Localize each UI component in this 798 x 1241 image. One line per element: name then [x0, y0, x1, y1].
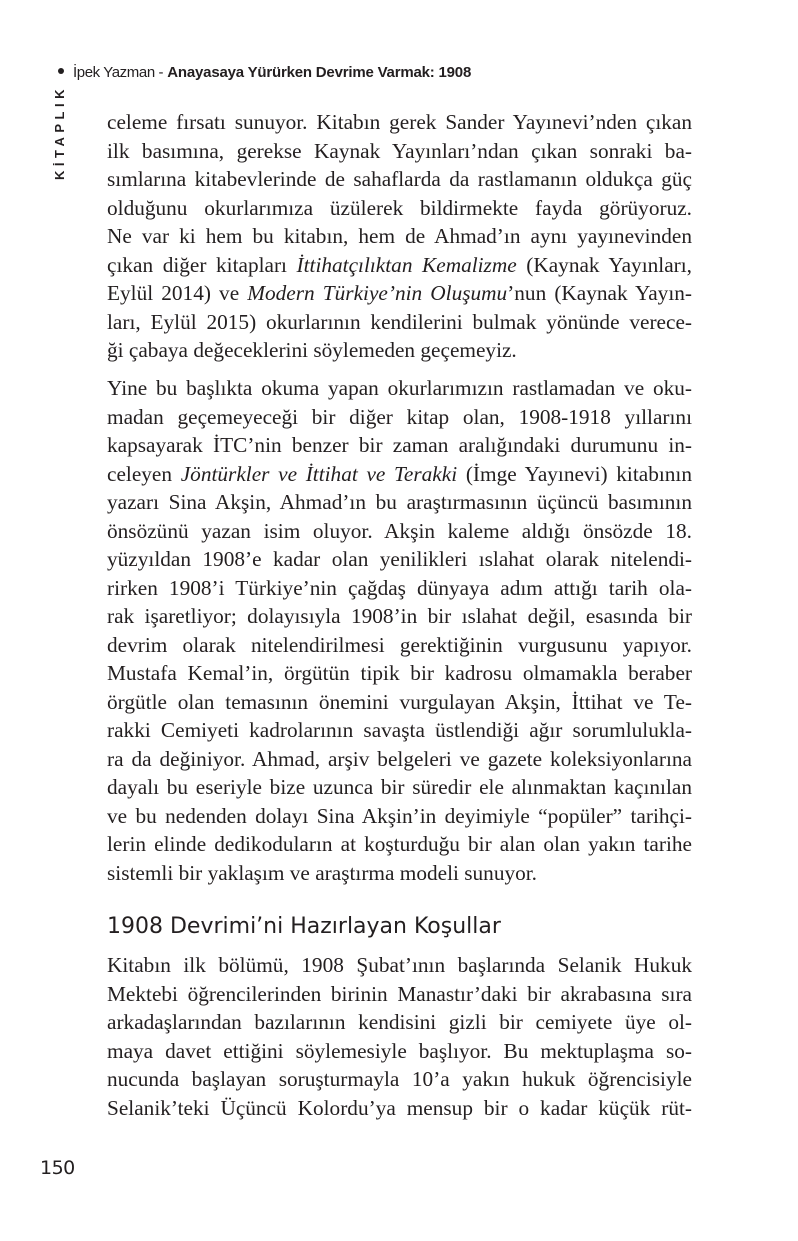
text-run: önsözünü yazan isim oluyor. Akşin kaleme aldığı önsözde 18.	[107, 518, 692, 543]
text-run: ları, Eylül 2015) okurlarının kendilerini bulmak yönünde verece-	[107, 309, 692, 334]
text-line	[107, 194, 692, 223]
text-line	[107, 488, 692, 517]
text-run: kapsayarak İTC’nin benzer bir zaman aralığındaki durumunu in-	[107, 433, 692, 457]
bullet-icon	[58, 68, 64, 74]
paragraph	[107, 951, 692, 1122]
text-line	[107, 574, 692, 603]
text-run: sistemli bir yaklaşım ve araştırma modeli sunuyor.	[107, 860, 538, 885]
text-run: lerin elinde dedikoduların at koşturduğu bir alan olan yakın tarihe	[107, 832, 692, 856]
text-run: yazarı Sina Akşin, Ahmad’ın bu araştırmasının üçüncü basımının	[107, 490, 692, 514]
text-line	[107, 716, 692, 745]
text-run: ği çabaya değeceklerini söylemeden geçemeyiz.	[107, 338, 517, 362]
text-line	[107, 802, 692, 831]
running-head	[58, 64, 471, 81]
text-run: rirken 1908’i Türkiye’nin çağdaş dünyaya adım attığı tarih ola-	[107, 575, 692, 600]
text-line	[107, 659, 692, 688]
text-line	[107, 165, 692, 194]
text-line	[107, 1065, 692, 1094]
text-run: Mektebi öğrencilerinden birinin Manastır’daki bir akrabasına sıra	[107, 981, 692, 1006]
text-run: rakki Cemiyeti kadrolarının savaşta üstlendiği ağır sorumlulukla-	[107, 718, 692, 742]
text-run: ’nun (Kaynak Yayın-	[507, 281, 692, 305]
italic-book-title: İttihatçılıktan Kemalizme	[296, 252, 517, 277]
text-run: Ne var ki hem bu kitabın, hem de Ahmad’ın aynı yayınevinden	[107, 224, 692, 248]
text-line	[107, 251, 692, 280]
text-run: celeme fırsatı sunuyor. Kitabın gerek Sander Yayınevi’nden çıkan	[107, 110, 692, 134]
text-run: celeyen	[107, 461, 181, 486]
text-line	[107, 279, 692, 308]
text-line	[107, 308, 692, 337]
paragraph	[107, 108, 692, 365]
running-head-title: Anayasaya Yürürken Devrime Varmak: 1908	[167, 64, 472, 81]
text-run: rak işaretliyor; dolayısıyla 1908’in bir ıslahat değil, esasında bir	[107, 604, 692, 628]
section-side-label: KİTAPLIK	[52, 85, 67, 180]
text-run: ra da değiniyor. Ahmad, arşiv belgeleri ve gazete koleksiyonlarına	[107, 746, 692, 771]
text-line	[107, 745, 692, 774]
text-run: (İmge Yayınevi) kitabının	[457, 461, 692, 486]
text-line	[107, 859, 692, 888]
text-run: Eylül 2014) ve	[107, 281, 248, 305]
text-run: devrim olarak nitelendirilmesi gerektiğinin vurgusunu yapıyor.	[107, 632, 692, 657]
text-run: ve bu nedenden dolayı Sina Akşin’in deyimiyle “popüler” tarihçi-	[107, 803, 692, 828]
text-line	[107, 108, 692, 137]
text-line	[107, 951, 692, 980]
running-head-author: İpek Yazman -	[73, 64, 164, 81]
text-line	[107, 137, 692, 166]
text-run: ilk basımına, gerekse Kaynak Yayınları’ndan çıkan sonraki ba-	[107, 138, 692, 163]
text-line	[107, 517, 692, 546]
text-run: olduğunu okurlarımıza üzülerek bildirmekte fayda görüyoruz.	[107, 195, 692, 220]
text-line	[107, 602, 692, 631]
page-number: 150	[40, 1157, 75, 1179]
text-line	[107, 403, 692, 432]
text-run: madan geçemeyeceği bir diğer kitap olan, 1908-1918 yıllarını	[107, 404, 692, 429]
text-run: yüzyıldan 1908’e kadar olan yenilikleri ıslahat olarak nitelendi-	[107, 547, 692, 571]
text-run: çıkan diğer kitapları	[107, 252, 297, 277]
text-line	[107, 1008, 692, 1037]
text-run: sımlarına kitabevlerinde de sahaflarda da rastlamanın oldukça güç	[107, 167, 692, 191]
text-line	[107, 336, 692, 365]
text-run: Selanik’teki Üçüncü Kolordu’ya mensup bir o kadar küçük rüt-	[107, 1095, 692, 1120]
text-line	[107, 460, 692, 489]
text-line	[107, 1037, 692, 1066]
text-line	[107, 431, 692, 460]
text-line	[107, 980, 692, 1009]
text-line	[107, 688, 692, 717]
text-run: maya davet ettiğini söylemesiyle başlıyor. Bu mektuplaşma so-	[107, 1038, 692, 1063]
paragraph	[107, 374, 692, 887]
text-line	[107, 1094, 692, 1123]
text-line	[107, 374, 692, 403]
text-run: dayalı bu eseriyle bize uzunca bir süredir ele alınmaktan kaçınılan	[107, 775, 692, 799]
italic-book-title: Jöntürkler ve İttihat ve Terakki	[180, 461, 458, 486]
text-run: Mustafa Kemal’in, örgütün tipik bir kadrosu olmamakla beraber	[107, 661, 692, 685]
text-line	[107, 773, 692, 802]
text-run: arkadaşlarından bazılarının kendisini gizli bir cemiyete üye ol-	[107, 1010, 692, 1034]
text-run: nucunda başlayan soruşturmayla 10’a yakın hukuk öğrencisiyle	[107, 1067, 692, 1091]
text-run: Yine bu başlıkta okuma yapan okurlarımızın rastlamadan ve oku-	[107, 376, 692, 400]
text-run: örgütle olan temasının önemini vurgulayan Akşin, İttihat ve Te-	[107, 689, 692, 714]
text-line	[107, 222, 692, 251]
section-heading: 1908 Devrimi’ni Hazırlayan Koşullar	[107, 914, 501, 939]
text-line	[107, 545, 692, 574]
text-line	[107, 830, 692, 859]
text-line	[107, 631, 692, 660]
italic-book-title: Modern Türkiye’nin Oluşumu	[247, 281, 508, 305]
text-run: (Kaynak Yayınları,	[516, 252, 692, 277]
text-run: Kitabın ilk bölümü, 1908 Şubat’ının başlarında Selanik Hukuk	[107, 953, 692, 977]
